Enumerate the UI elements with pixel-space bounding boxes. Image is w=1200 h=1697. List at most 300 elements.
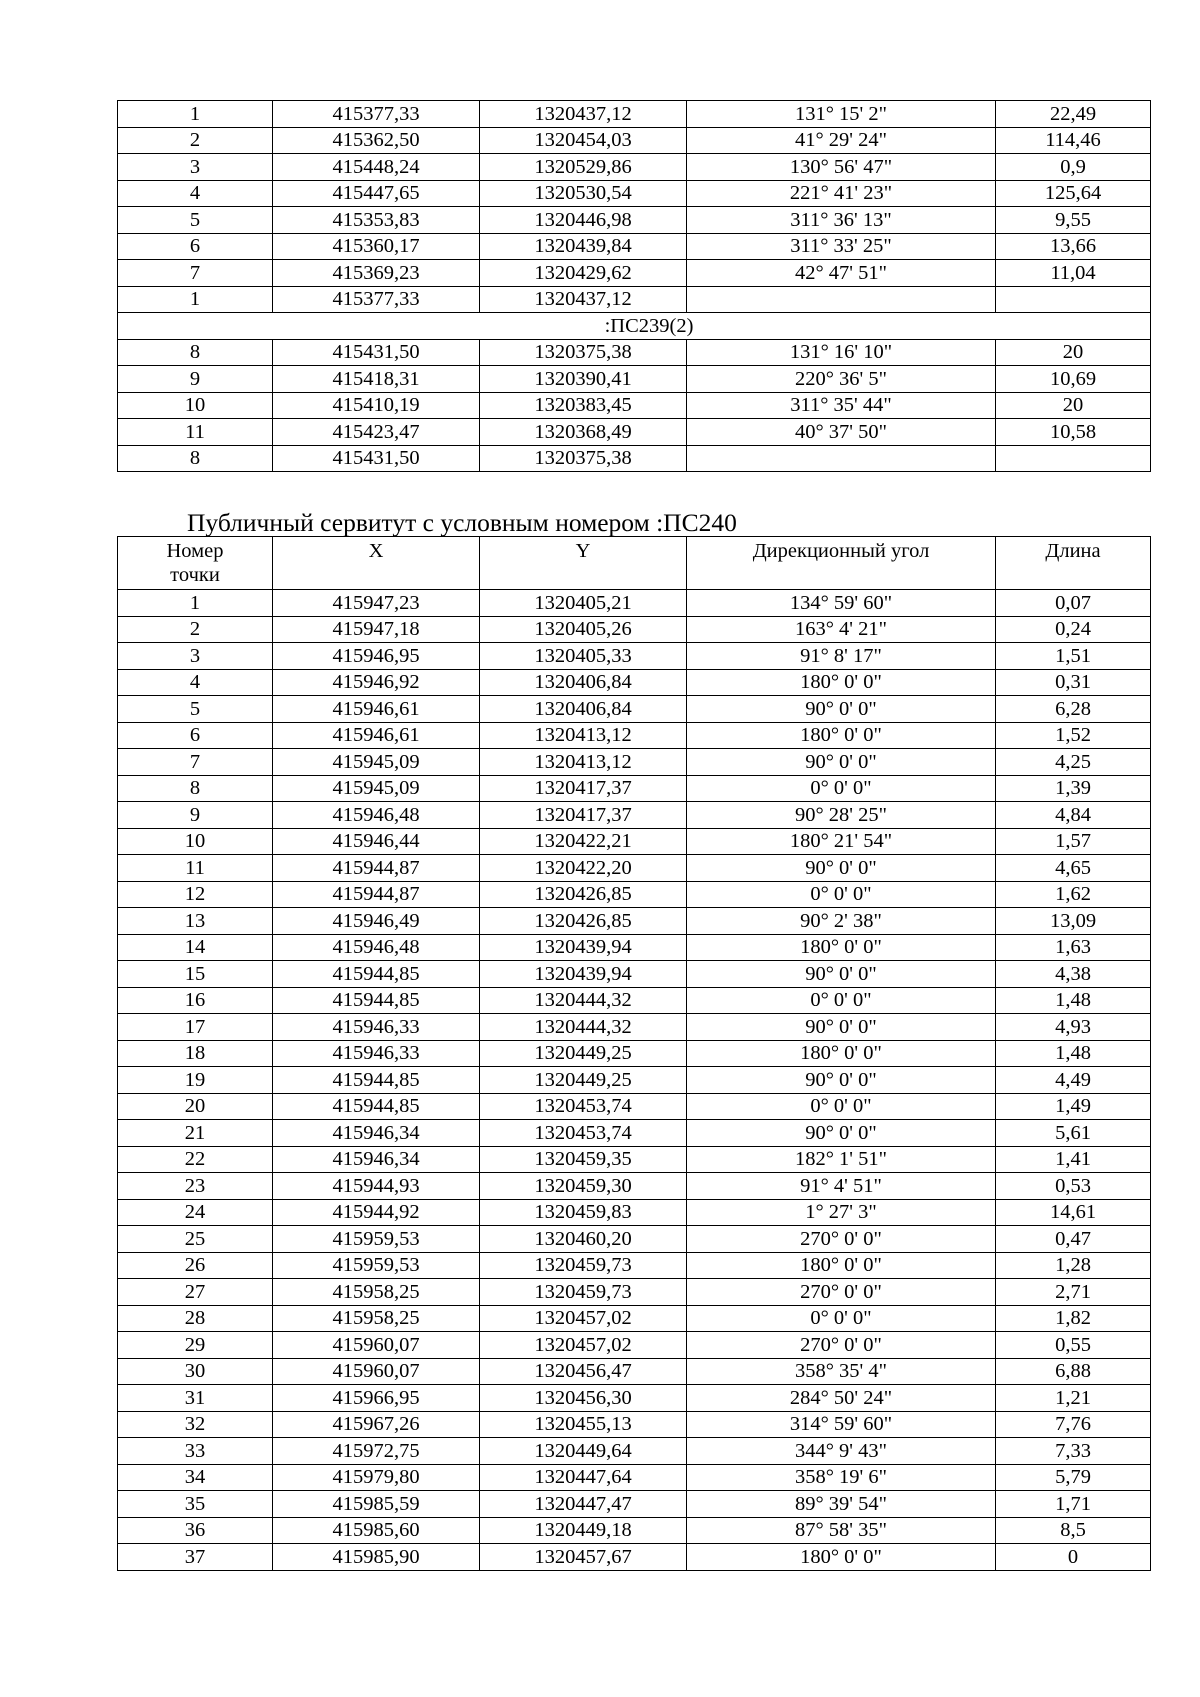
cell-length: 1,57 xyxy=(996,828,1151,855)
cell-directional-angle: 0° 0' 0" xyxy=(687,775,996,802)
cell-directional-angle: 131° 16' 10" xyxy=(687,339,996,366)
cell-directional-angle: 270° 0' 0" xyxy=(687,1279,996,1306)
cell-length: 1,62 xyxy=(996,881,1151,908)
cell-point-number: 24 xyxy=(118,1199,273,1226)
cell-y: 1320422,21 xyxy=(480,828,687,855)
cell-x: 415377,33 xyxy=(273,101,480,128)
table-row xyxy=(118,1411,1151,1438)
cell-directional-angle: 90° 0' 0" xyxy=(687,749,996,776)
cell-point-number: 1 xyxy=(118,590,273,617)
cell-length: 0,31 xyxy=(996,669,1151,696)
cell-point-number: 2 xyxy=(118,127,273,154)
cell-point-number: 4 xyxy=(118,180,273,207)
cell-y: 1320413,12 xyxy=(480,749,687,776)
cell-length: 6,88 xyxy=(996,1358,1151,1385)
cell-x: 415944,87 xyxy=(273,881,480,908)
cell-point-number: 3 xyxy=(118,643,273,670)
coordinates-table-ps240 xyxy=(117,536,1151,1571)
cell-x: 415410,19 xyxy=(273,392,480,419)
cell-directional-angle: 180° 0' 0" xyxy=(687,934,996,961)
cell-point-number: 28 xyxy=(118,1305,273,1332)
table-row xyxy=(118,1252,1151,1279)
table-row xyxy=(118,828,1151,855)
cell-x: 415946,61 xyxy=(273,722,480,749)
cell-length: 0 xyxy=(996,1544,1151,1571)
cell-y: 1320426,85 xyxy=(480,908,687,935)
table-row xyxy=(118,696,1151,723)
cell-point-number: 33 xyxy=(118,1438,273,1465)
table-row xyxy=(118,616,1151,643)
table-row xyxy=(118,934,1151,961)
cell-directional-angle: 42° 47' 51" xyxy=(687,260,996,287)
cell-x: 415423,47 xyxy=(273,419,480,446)
cell-x: 415431,50 xyxy=(273,339,480,366)
cell-point-number: 31 xyxy=(118,1385,273,1412)
cell-x: 415944,85 xyxy=(273,1093,480,1120)
cell-y: 1320444,32 xyxy=(480,1014,687,1041)
cell-point-number: 4 xyxy=(118,669,273,696)
cell-point-number: 7 xyxy=(118,260,273,287)
cell-directional-angle: 311° 36' 13" xyxy=(687,207,996,234)
cell-y: 1320439,94 xyxy=(480,961,687,988)
cell-length: 10,69 xyxy=(996,366,1151,393)
cell-length: 20 xyxy=(996,392,1151,419)
cell-y: 1320449,25 xyxy=(480,1067,687,1094)
cell-x: 415946,92 xyxy=(273,669,480,696)
table-row xyxy=(118,908,1151,935)
cell-directional-angle: 130° 56' 47" xyxy=(687,154,996,181)
cell-x: 415946,49 xyxy=(273,908,480,935)
cell-point-number: 36 xyxy=(118,1517,273,1544)
cell-point-number: 35 xyxy=(118,1491,273,1518)
cell-directional-angle: 91° 4' 51" xyxy=(687,1173,996,1200)
cell-y: 1320459,83 xyxy=(480,1199,687,1226)
table-row xyxy=(118,987,1151,1014)
cell-y: 1320375,38 xyxy=(480,445,687,472)
cell-directional-angle: 90° 0' 0" xyxy=(687,1120,996,1147)
cell-y: 1320449,25 xyxy=(480,1040,687,1067)
cell-x: 415447,65 xyxy=(273,180,480,207)
cell-y: 1320459,35 xyxy=(480,1146,687,1173)
cell-point-number: 22 xyxy=(118,1146,273,1173)
cell-directional-angle: 90° 0' 0" xyxy=(687,961,996,988)
cell-directional-angle: 89° 39' 54" xyxy=(687,1491,996,1518)
cell-length: 5,61 xyxy=(996,1120,1151,1147)
section-label: :ПС239(2) xyxy=(604,314,694,337)
cell-length: 0,24 xyxy=(996,616,1151,643)
cell-directional-angle: 163° 4' 21" xyxy=(687,616,996,643)
section-heading-ps240: Публичный сервитут с условным номером :ПС240 xyxy=(187,508,737,537)
cell-x: 415448,24 xyxy=(273,154,480,181)
table-row xyxy=(118,154,1151,181)
cell-y: 1320447,64 xyxy=(480,1464,687,1491)
cell-y: 1320368,49 xyxy=(480,419,687,446)
cell-x: 415985,59 xyxy=(273,1491,480,1518)
header-point-number: Номер точки xyxy=(118,537,273,590)
cell-x: 415353,83 xyxy=(273,207,480,234)
cell-y: 1320422,20 xyxy=(480,855,687,882)
table-row xyxy=(118,1332,1151,1359)
cell-x: 415946,48 xyxy=(273,934,480,961)
cell-y: 1320456,30 xyxy=(480,1385,687,1412)
cell-point-number: 8 xyxy=(118,339,273,366)
cell-x: 415947,23 xyxy=(273,590,480,617)
cell-directional-angle: 0° 0' 0" xyxy=(687,1305,996,1332)
header-row xyxy=(118,537,1151,590)
cell-x: 415946,44 xyxy=(273,828,480,855)
cell-length: 1,49 xyxy=(996,1093,1151,1120)
cell-y: 1320375,38 xyxy=(480,339,687,366)
cell-y: 1320446,98 xyxy=(480,207,687,234)
cell-directional-angle: 270° 0' 0" xyxy=(687,1332,996,1359)
table-row xyxy=(118,1464,1151,1491)
cell-length: 4,49 xyxy=(996,1067,1151,1094)
cell-point-number: 29 xyxy=(118,1332,273,1359)
cell-point-number: 37 xyxy=(118,1544,273,1571)
cell-length: 20 xyxy=(996,339,1151,366)
table-row xyxy=(118,1544,1151,1571)
cell-point-number: 14 xyxy=(118,934,273,961)
cell-y: 1320455,13 xyxy=(480,1411,687,1438)
cell-point-number: 32 xyxy=(118,1411,273,1438)
cell-x: 415945,09 xyxy=(273,749,480,776)
cell-x: 415979,80 xyxy=(273,1464,480,1491)
cell-point-number: 23 xyxy=(118,1173,273,1200)
table-row xyxy=(118,1305,1151,1332)
table-row xyxy=(118,881,1151,908)
table-row xyxy=(118,643,1151,670)
cell-length: 13,09 xyxy=(996,908,1151,935)
cell-x: 415944,92 xyxy=(273,1199,480,1226)
cell-y: 1320417,37 xyxy=(480,802,687,829)
cell-y: 1320417,37 xyxy=(480,775,687,802)
cell-directional-angle: 180° 0' 0" xyxy=(687,669,996,696)
cell-directional-angle: 182° 1' 51" xyxy=(687,1146,996,1173)
cell-y: 1320453,74 xyxy=(480,1093,687,1120)
cell-point-number: 17 xyxy=(118,1014,273,1041)
cell-directional-angle: 90° 0' 0" xyxy=(687,1014,996,1041)
cell-y: 1320459,73 xyxy=(480,1252,687,1279)
cell-point-number: 19 xyxy=(118,1067,273,1094)
table-row xyxy=(118,855,1151,882)
table-row xyxy=(118,802,1151,829)
table-row xyxy=(118,1093,1151,1120)
table-row xyxy=(118,180,1151,207)
cell-y: 1320457,02 xyxy=(480,1332,687,1359)
cell-y: 1320449,64 xyxy=(480,1438,687,1465)
cell-point-number: 21 xyxy=(118,1120,273,1147)
cell-point-number: 27 xyxy=(118,1279,273,1306)
cell-directional-angle: 180° 21' 54" xyxy=(687,828,996,855)
cell-y: 1320456,47 xyxy=(480,1358,687,1385)
cell-directional-angle: 131° 15' 2" xyxy=(687,101,996,128)
cell-y: 1320437,12 xyxy=(480,286,687,313)
cell-directional-angle: 41° 29' 24" xyxy=(687,127,996,154)
cell-y: 1320383,45 xyxy=(480,392,687,419)
table-row xyxy=(118,1040,1151,1067)
cell-length: 4,84 xyxy=(996,802,1151,829)
cell-directional-angle: 180° 0' 0" xyxy=(687,1544,996,1571)
cell-directional-angle: 90° 2' 38" xyxy=(687,908,996,935)
cell-y: 1320406,84 xyxy=(480,669,687,696)
cell-y: 1320405,33 xyxy=(480,643,687,670)
cell-length: 1,48 xyxy=(996,1040,1151,1067)
table-body-group-1 xyxy=(118,101,1151,313)
header-x: X xyxy=(273,537,480,590)
cell-x: 415960,07 xyxy=(273,1358,480,1385)
table-row xyxy=(118,286,1151,313)
cell-directional-angle: 1° 27' 3" xyxy=(687,1199,996,1226)
cell-x: 415946,95 xyxy=(273,643,480,670)
table-row xyxy=(118,1517,1151,1544)
cell-x: 415959,53 xyxy=(273,1252,480,1279)
cell-directional-angle: 220° 36' 5" xyxy=(687,366,996,393)
table-row xyxy=(118,1173,1151,1200)
table-header xyxy=(118,537,1151,590)
cell-x: 415946,34 xyxy=(273,1120,480,1147)
cell-length: 4,65 xyxy=(996,855,1151,882)
table-row xyxy=(118,1120,1151,1147)
cell-y: 1320406,84 xyxy=(480,696,687,723)
header-directional-angle: Дирекционный угол xyxy=(687,537,996,590)
cell-length: 1,63 xyxy=(996,934,1151,961)
cell-x: 415946,33 xyxy=(273,1014,480,1041)
cell-length: 0,07 xyxy=(996,590,1151,617)
cell-point-number: 34 xyxy=(118,1464,273,1491)
cell-length: 1,41 xyxy=(996,1146,1151,1173)
table-row xyxy=(118,669,1151,696)
cell-directional-angle: 90° 0' 0" xyxy=(687,855,996,882)
cell-length: 125,64 xyxy=(996,180,1151,207)
cell-directional-angle: 344° 9' 43" xyxy=(687,1438,996,1465)
cell-length: 8,5 xyxy=(996,1517,1151,1544)
cell-point-number: 26 xyxy=(118,1252,273,1279)
cell-length: 7,33 xyxy=(996,1438,1151,1465)
cell-x: 415944,85 xyxy=(273,1067,480,1094)
table-row xyxy=(118,260,1151,287)
cell-x: 415972,75 xyxy=(273,1438,480,1465)
cell-directional-angle: 87° 58' 35" xyxy=(687,1517,996,1544)
cell-x: 415360,17 xyxy=(273,233,480,260)
cell-directional-angle: 0° 0' 0" xyxy=(687,987,996,1014)
table-row xyxy=(118,1491,1151,1518)
table-row xyxy=(118,392,1151,419)
cell-y: 1320447,47 xyxy=(480,1491,687,1518)
cell-length: 1,71 xyxy=(996,1491,1151,1518)
cell-point-number: 6 xyxy=(118,233,273,260)
cell-y: 1320390,41 xyxy=(480,366,687,393)
cell-x: 415944,93 xyxy=(273,1173,480,1200)
table-row xyxy=(118,1385,1151,1412)
cell-x: 415946,34 xyxy=(273,1146,480,1173)
cell-length: 7,76 xyxy=(996,1411,1151,1438)
cell-point-number: 5 xyxy=(118,696,273,723)
table-row xyxy=(118,445,1151,472)
cell-x: 415945,09 xyxy=(273,775,480,802)
table-row xyxy=(118,722,1151,749)
table-row xyxy=(118,1146,1151,1173)
table-row xyxy=(118,749,1151,776)
table-row xyxy=(118,590,1151,617)
cell-x: 415946,61 xyxy=(273,696,480,723)
table-row xyxy=(118,775,1151,802)
cell-directional-angle: 358° 19' 6" xyxy=(687,1464,996,1491)
cell-x: 415985,60 xyxy=(273,1517,480,1544)
cell-x: 415946,48 xyxy=(273,802,480,829)
cell-directional-angle: 180° 0' 0" xyxy=(687,722,996,749)
table-row xyxy=(118,366,1151,393)
cell-point-number: 5 xyxy=(118,207,273,234)
cell-point-number: 20 xyxy=(118,1093,273,1120)
table-row xyxy=(118,1199,1151,1226)
cell-x: 415362,50 xyxy=(273,127,480,154)
cell-y: 1320460,20 xyxy=(480,1226,687,1253)
cell-x: 415947,18 xyxy=(273,616,480,643)
cell-length: 4,25 xyxy=(996,749,1151,776)
cell-point-number: 9 xyxy=(118,366,273,393)
cell-length: 4,38 xyxy=(996,961,1151,988)
section-row-group xyxy=(118,313,1151,340)
cell-point-number: 30 xyxy=(118,1358,273,1385)
cell-directional-angle: 0° 0' 0" xyxy=(687,881,996,908)
cell-point-number: 8 xyxy=(118,775,273,802)
table-row xyxy=(118,1067,1151,1094)
cell-point-number: 10 xyxy=(118,392,273,419)
cell-y: 1320405,21 xyxy=(480,590,687,617)
cell-point-number: 3 xyxy=(118,154,273,181)
cell-y: 1320530,54 xyxy=(480,180,687,207)
cell-point-number: 1 xyxy=(118,286,273,313)
cell-directional-angle: 0° 0' 0" xyxy=(687,1093,996,1120)
cell-directional-angle: 284° 50' 24" xyxy=(687,1385,996,1412)
cell-directional-angle: 314° 59' 60" xyxy=(687,1411,996,1438)
cell-directional-angle: 221° 41' 23" xyxy=(687,180,996,207)
cell-length: 1,28 xyxy=(996,1252,1151,1279)
cell-length: 13,66 xyxy=(996,233,1151,260)
cell-length: 0,47 xyxy=(996,1226,1151,1253)
table-row xyxy=(118,1226,1151,1253)
cell-directional-angle: 311° 35' 44" xyxy=(687,392,996,419)
cell-length: 6,28 xyxy=(996,696,1151,723)
cell-y: 1320437,12 xyxy=(480,101,687,128)
cell-point-number: 15 xyxy=(118,961,273,988)
cell-length: 1,51 xyxy=(996,643,1151,670)
cell-length: 14,61 xyxy=(996,1199,1151,1226)
table-row xyxy=(118,961,1151,988)
cell-length: 1,52 xyxy=(996,722,1151,749)
cell-directional-angle: 90° 0' 0" xyxy=(687,1067,996,1094)
cell-y: 1320439,94 xyxy=(480,934,687,961)
cell-length: 0,9 xyxy=(996,154,1151,181)
cell-y: 1320454,03 xyxy=(480,127,687,154)
table-row xyxy=(118,1438,1151,1465)
cell-length: 11,04 xyxy=(996,260,1151,287)
cell-y: 1320429,62 xyxy=(480,260,687,287)
cell-point-number: 10 xyxy=(118,828,273,855)
cell-directional-angle xyxy=(687,286,996,313)
table-row xyxy=(118,127,1151,154)
cell-x: 415958,25 xyxy=(273,1279,480,1306)
cell-x: 415966,95 xyxy=(273,1385,480,1412)
cell-length: 1,48 xyxy=(996,987,1151,1014)
cell-length: 9,55 xyxy=(996,207,1151,234)
cell-point-number: 11 xyxy=(118,419,273,446)
cell-y: 1320457,02 xyxy=(480,1305,687,1332)
cell-length: 5,79 xyxy=(996,1464,1151,1491)
cell-directional-angle: 180° 0' 0" xyxy=(687,1040,996,1067)
cell-length: 4,93 xyxy=(996,1014,1151,1041)
table-row xyxy=(118,101,1151,128)
cell-directional-angle: 134° 59' 60" xyxy=(687,590,996,617)
cell-point-number: 25 xyxy=(118,1226,273,1253)
cell-point-number: 13 xyxy=(118,908,273,935)
cell-point-number: 16 xyxy=(118,987,273,1014)
cell-y: 1320453,74 xyxy=(480,1120,687,1147)
cell-directional-angle: 91° 8' 17" xyxy=(687,643,996,670)
cell-x: 415985,90 xyxy=(273,1544,480,1571)
section-label-cell xyxy=(118,313,1151,340)
table-row xyxy=(118,1014,1151,1041)
table-body xyxy=(118,590,1151,1571)
cell-directional-angle xyxy=(687,445,996,472)
cell-y: 1320413,12 xyxy=(480,722,687,749)
cell-y: 1320439,84 xyxy=(480,233,687,260)
cell-x: 415431,50 xyxy=(273,445,480,472)
table-row xyxy=(118,233,1151,260)
cell-x: 415944,85 xyxy=(273,987,480,1014)
coordinates-table-ps239 xyxy=(117,100,1151,472)
cell-y: 1320449,18 xyxy=(480,1517,687,1544)
table-row xyxy=(118,1279,1151,1306)
cell-point-number: 11 xyxy=(118,855,273,882)
cell-directional-angle: 40° 37' 50" xyxy=(687,419,996,446)
cell-length: 0,53 xyxy=(996,1173,1151,1200)
cell-x: 415944,85 xyxy=(273,961,480,988)
cell-y: 1320426,85 xyxy=(480,881,687,908)
cell-point-number: 9 xyxy=(118,802,273,829)
cell-y: 1320459,30 xyxy=(480,1173,687,1200)
cell-x: 415959,53 xyxy=(273,1226,480,1253)
cell-point-number: 12 xyxy=(118,881,273,908)
cell-x: 415946,33 xyxy=(273,1040,480,1067)
table-row xyxy=(118,1358,1151,1385)
cell-x: 415369,23 xyxy=(273,260,480,287)
header-length: Длина xyxy=(996,537,1151,590)
table-row xyxy=(118,207,1151,234)
cell-length: 0,55 xyxy=(996,1332,1151,1359)
cell-point-number: 1 xyxy=(118,101,273,128)
cell-length: 114,46 xyxy=(996,127,1151,154)
cell-x: 415960,07 xyxy=(273,1332,480,1359)
cell-directional-angle: 358° 35' 4" xyxy=(687,1358,996,1385)
cell-y: 1320459,73 xyxy=(480,1279,687,1306)
cell-length xyxy=(996,445,1151,472)
cell-point-number: 6 xyxy=(118,722,273,749)
cell-point-number: 2 xyxy=(118,616,273,643)
cell-directional-angle: 90° 28' 25" xyxy=(687,802,996,829)
table-row xyxy=(118,339,1151,366)
table-body-group-2 xyxy=(118,339,1151,472)
header-y: Y xyxy=(480,537,687,590)
cell-x: 415958,25 xyxy=(273,1305,480,1332)
cell-length: 1,82 xyxy=(996,1305,1151,1332)
cell-length: 2,71 xyxy=(996,1279,1151,1306)
cell-directional-angle: 311° 33' 25" xyxy=(687,233,996,260)
cell-x: 415944,87 xyxy=(273,855,480,882)
cell-y: 1320405,26 xyxy=(480,616,687,643)
cell-directional-angle: 180° 0' 0" xyxy=(687,1252,996,1279)
section-row xyxy=(118,313,1151,340)
